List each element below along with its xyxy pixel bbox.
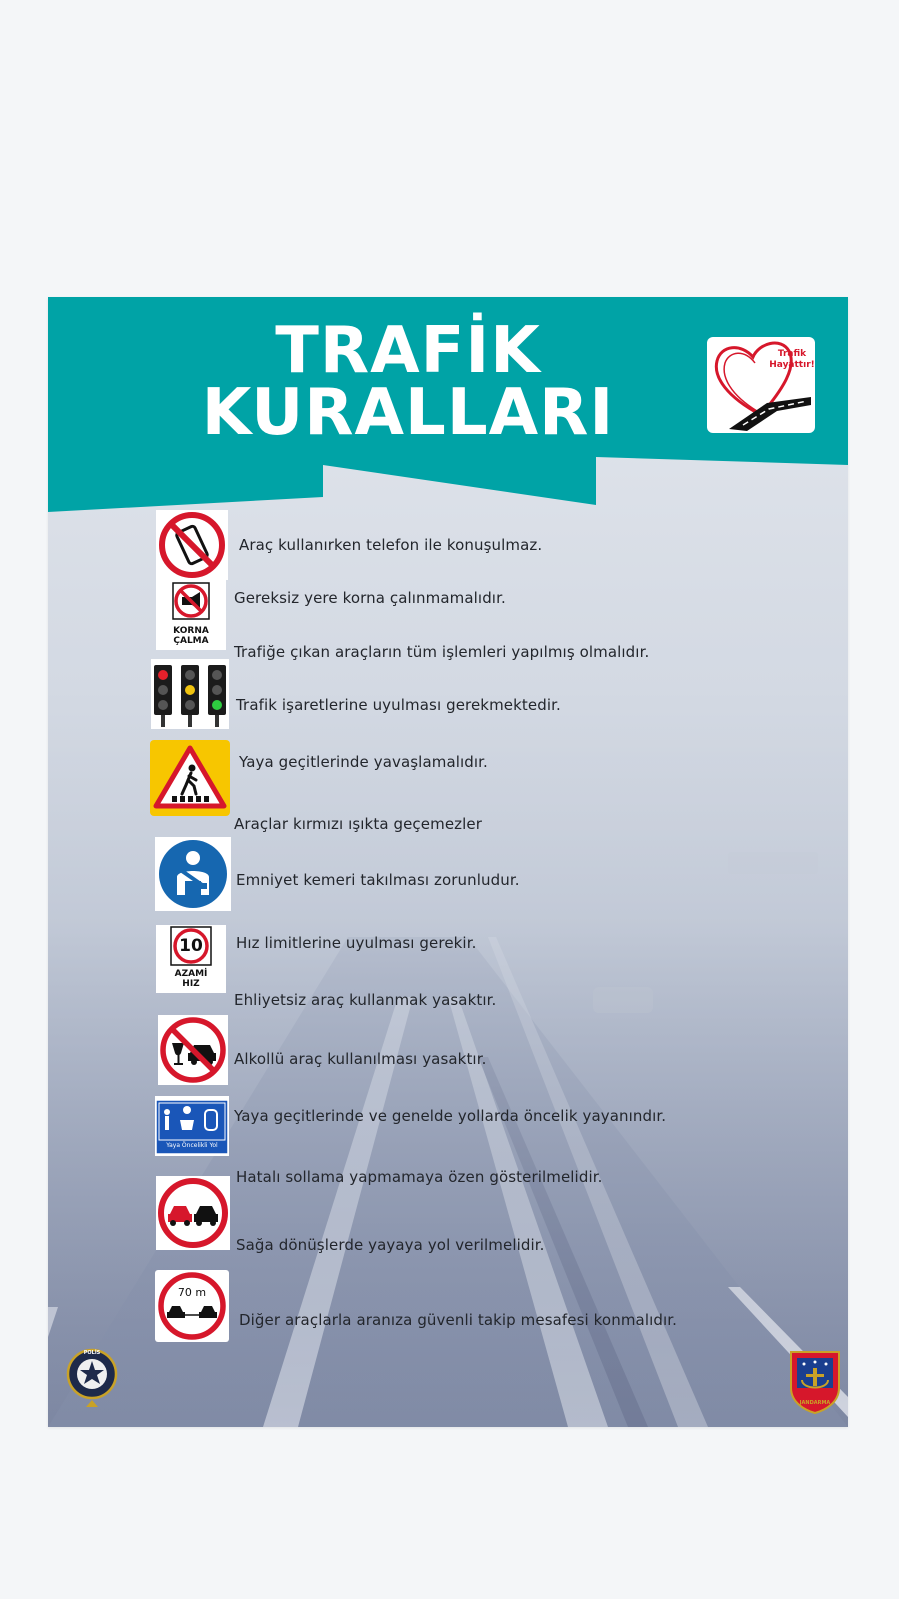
korna-caption-line1: KORNA	[173, 626, 209, 636]
distance-value: 70 m	[177, 1286, 207, 1299]
pedestrian-crossing-sign	[150, 740, 230, 816]
korna-caption-line2: ÇALMA	[173, 636, 209, 646]
following-distance-icon	[155, 1270, 229, 1342]
no-overtaking-icon	[156, 1176, 230, 1250]
seatbelt-icon	[155, 837, 231, 911]
no-alcohol-sign	[158, 1015, 228, 1085]
traffic-lights-sign	[151, 659, 229, 729]
no-horn-icon	[156, 580, 226, 626]
speed-limit-value: 10	[179, 936, 203, 956]
gendarmerie-emblem	[788, 1350, 842, 1418]
rule-10: Alkollü araç kullanılması yasaktır.	[234, 1050, 487, 1068]
rule-12: Hatalı sollama yapmamaya özen gösterilmelidir.	[236, 1168, 603, 1186]
page-title-line1: TRAFİK	[275, 314, 541, 388]
rule-2: Gereksiz yere korna çalınmamalıdır.	[234, 589, 506, 607]
no-overtaking-sign	[156, 1176, 230, 1250]
rule-14: Diğer araçlarla aranıza güvenli takip mesafesi konmalıdır.	[239, 1311, 678, 1329]
speed-limit-sign	[156, 925, 226, 993]
rule-11: Yaya geçitlerinde ve genelde yollarda öncelik yayanındır.	[234, 1107, 667, 1125]
no-horn-sign	[156, 580, 226, 650]
gendarmerie-text: JANDARMA	[799, 1400, 831, 1406]
rule-9: Ehliyetsiz araç kullanmak yasaktır.	[234, 991, 497, 1009]
pedestrian-zone-text: Yaya Öncelikli Yol	[166, 1142, 218, 1149]
rule-4: Trafik işaretlerine uyulması gerekmektedir.	[236, 696, 561, 714]
following-distance-sign	[155, 1270, 229, 1342]
no-phone-icon	[156, 510, 228, 580]
seatbelt-sign	[155, 837, 231, 911]
page-title-line2: KURALLARI	[201, 376, 615, 450]
speed-caption-line1: AZAMİ	[174, 969, 208, 979]
trafik-hayattir-logo	[707, 337, 815, 433]
rule-7: Emniyet kemeri takılması zorunludur.	[236, 871, 520, 889]
rule-13: Sağa dönüşlerde yayaya yol verilmelidir.	[236, 1236, 545, 1254]
traffic-rules-poster	[48, 297, 848, 1427]
pedestrian-crossing-icon	[150, 740, 230, 816]
speed-caption-line2: HIZ	[182, 979, 200, 989]
pedestrian-priority-sign	[155, 1096, 229, 1156]
rule-8: Hız limitlerine uyulması gerekir.	[236, 934, 477, 952]
no-alcohol-icon	[158, 1015, 228, 1085]
rule-3: Trafiğe çıkan araçların tüm işlemleri yapılmış olmalıdır.	[234, 643, 650, 661]
no-phone-sign	[156, 510, 228, 580]
rule-5: Yaya geçitlerinde yavaşlamalıdır.	[239, 753, 488, 771]
logo-text: Trafik Hayattır!	[769, 349, 815, 370]
rule-6: Araçlar kırmızı ışıkta geçemezler	[234, 815, 482, 833]
police-text: POLİS	[83, 1350, 101, 1356]
rule-1: Araç kullanırken telefon ile konuşulmaz.	[239, 536, 543, 554]
traffic-light-icon	[151, 659, 229, 729]
police-emblem	[66, 1344, 118, 1412]
